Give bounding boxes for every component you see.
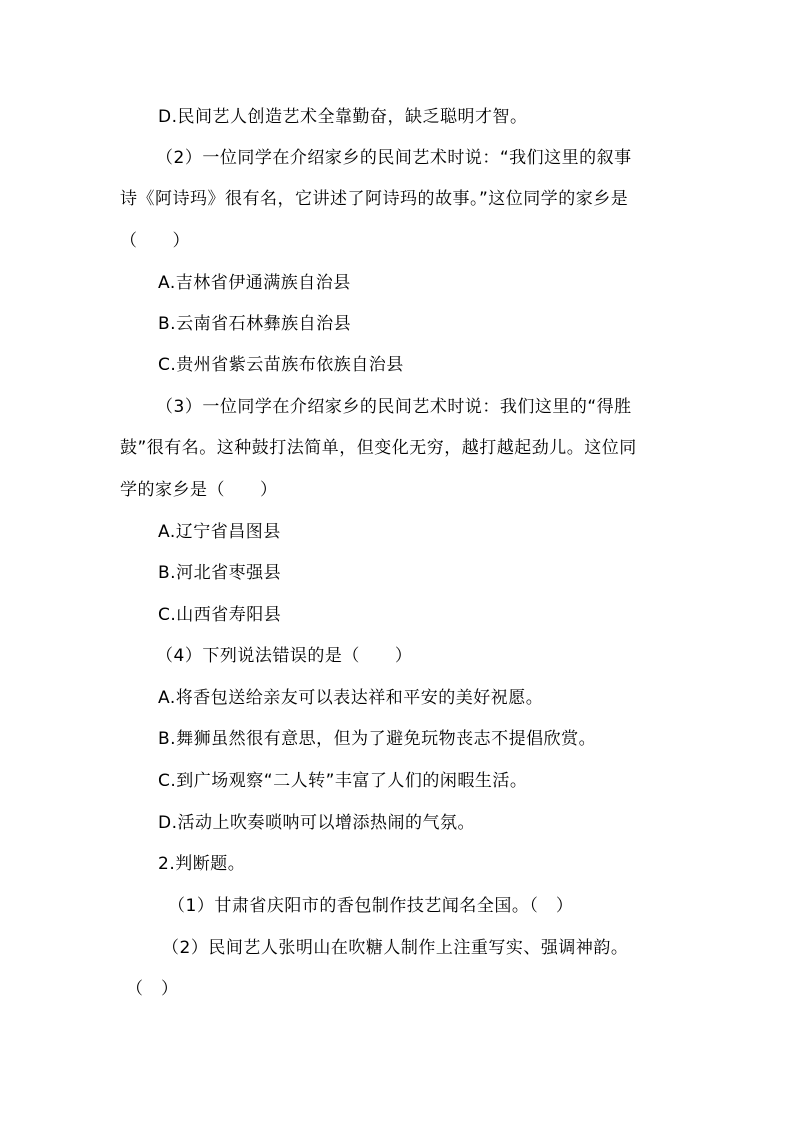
option-b-q2: B.云南省石林彝族自治县 [158,314,352,334]
question-3-line-1: （3）一位同学在介绍家乡的民间艺术时说：我们这里的“得胜 [156,397,632,417]
question-3-line-3: 学的家乡是（ ） [120,480,278,500]
question-2-line-2: 诗《阿诗玛》很有名，它讲述了阿诗玛的故事。”这位同学的家乡是 [120,189,629,209]
question-2-line-3: （ ） [120,231,190,251]
option-b-q4: B.舞狮虽然很有意思，但为了避免玩物丧志不提倡欣赏。 [158,729,597,749]
option-a-q4: A.将香包送给亲友可以表达祥和平安的美好祝愿。 [158,688,544,708]
option-d-q4: D.活动上吹奏唢呐可以增添热闹的气氛。 [158,813,475,833]
option-c-q4: C.到广场观察“二人转”丰富了人们的闲暇生活。 [158,771,528,791]
option-b-q3: B.河北省枣强县 [158,563,282,583]
option-c-q3: C.山西省寿阳县 [158,605,282,625]
option-c-q2: C.贵州省紫云苗族布依族自治县 [158,355,404,375]
option-a-q3: A.辽宁省昌图县 [158,522,281,542]
question-3-line-2: 鼓”很有名。这种鼓打法简单，但变化无穷，越打越起劲儿。这位同 [120,438,637,458]
question-2-line-1: （2）一位同学在介绍家乡的民间艺术时说：“我们这里的叙事 [156,148,632,168]
option-a-q2: A.吉林省伊通满族自治县 [158,273,351,293]
section-2-heading: 2.判断题。 [158,854,246,874]
judge-question-2-line-2: （ ） [126,979,179,999]
option-d-q1: D.民间艺人创造艺术全靠勤奋，缺乏聪明才智。 [158,107,528,127]
question-4: （4）下列说法错误的是（ ） [156,646,413,666]
judge-question-2-line-1: （2）民间艺人张明山在吹糖人制作上注重写实、强调神韵。 [162,938,629,958]
judge-question-1: （1）甘肃省庆阳市的香包制作技艺闻名全国。（ ） [168,896,574,916]
